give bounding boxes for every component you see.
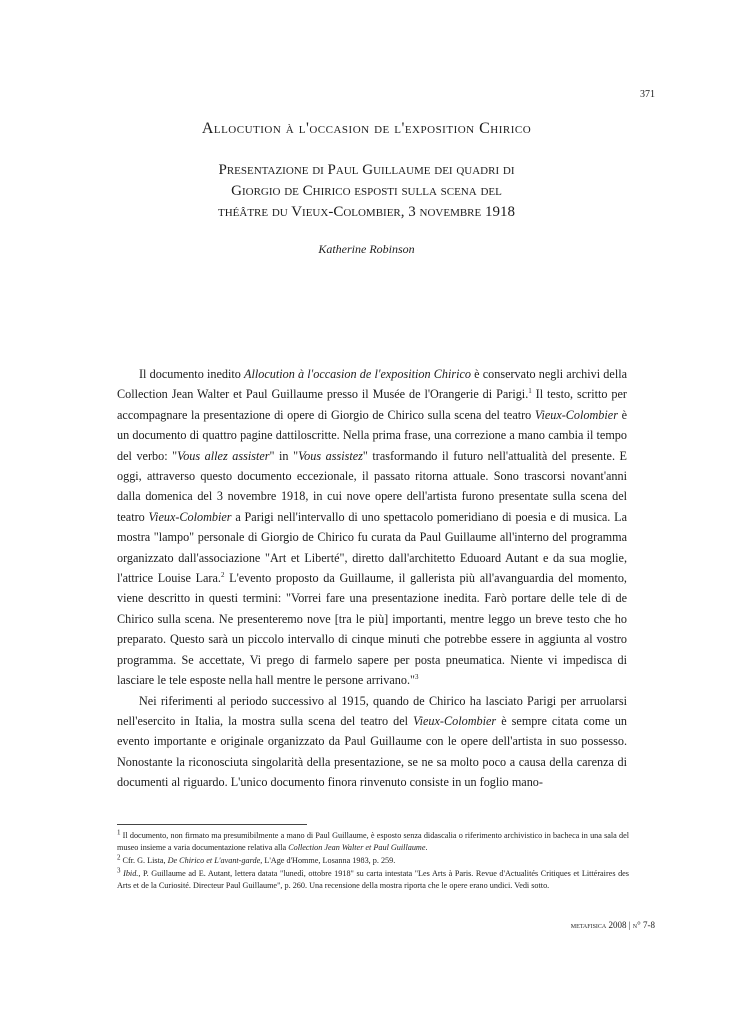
footnote-ref: 3: [415, 673, 419, 682]
body-paragraph: Nei riferimenti al periodo successivo al 1915, quando de Chirico ha lasciato Parigi per arruolarsi nell'esercito in Italia, la mostra sulla scena del teatro del Vieux-Colombier è sempre citata come un evento importante e originale organizzato da Paul Guillaume con le opere dell'artista in suo possesso. Nonostante la riconosciuta singolarità della presentazione, se ne sa molto poco a causa della carenza di documenti al riguardo. L'unico documento finora rinvenuto consiste in un foglio mano-: [117, 693, 628, 790]
footnote-divider: [117, 824, 307, 825]
footnotes: [117, 830, 629, 893]
body-paragraph: Il documento inedito Allocution à l'occasion de l'exposition Chirico è conservato negli archivi della Collection Jean Walter et Paul Guillaume presso il Musée de l'Orangerie di Parigi.$^1$ Il testo, scritto per accompagnare la presentazione di opere di Giorgio de Chirico sulla scena del teatro Vieux-Colombier è un documento di quattro pagine dattiloscritte. Nella prima frase, una correzione a mano cambia il tempo del verbo: "Vous allez assister" in "Vous assistez" trasformando il futuro nell'attualità del presente. E oggi, attraverso questo documento eccezionale, il passato ritorna attuale. Sono trascorsi novant'anni dalla domenica del 3 novembre 1918, in cui nove opere dell'artista furono presentate sulla scena del teatro Vieux-Colombier a Parigi nell'intervallo di uno spettacolo pomeridiano di poesia e di musica. La mostra "lampo" personale di Giorgio de Chirico fu curata da Paul Guillaume all'interno del programma organizzato dall'associazione "Art et Liberté", diretto dall'architetto Eduoard Autant e da sua moglie, l'attrice Louise Lara.$^2$ L'evento proposto da Guillaume, il gallerista più all'avanguardia del momento, viene descritto in questi termini: "Vorrei fare una presentazione inedita. Farò portare delle tele di de Chirico sulla scena. Ne presenteremo nove [tra le più] importanti, mentre leggo un breve testo che ho preparato. Questo sarà un piccolo intervallo di cinque minuti che potrebbe essere in aggiunta al vostro programma. Se accettate, Vi prego di farmelo sapere per posta pneumatica. Niente vi impedisca di lasciare le tele esposte nella hall mentre le persone arrivano."$^3$: [117, 367, 627, 688]
subtitle-line: Giorgio de Chirico esposti sulla scena del: [231, 183, 502, 199]
footnote-3: $^3$ Ibid., P. Guillaume ad E. Autant, lettera datata "lunedì, ottobre 1918" su carta intestata "Les Arts à Paris. Revue d'Actualités Critiques et Littéraires des Arts et de la Curiosité. Directeur Paul Guillaume", p. 260. Una recensione della mostra riporta che le opere erano undici. Vedi sotto.: [117, 866, 629, 890]
footnote-2: $^2$ Cfr. G. Lista, De Chirico et L'avant-garde, L'Age d'Homme, Losanna 1983, p. 259.: [117, 853, 396, 865]
article-subtitle: [0, 160, 733, 223]
subtitle-line: Presentazione di Paul Guillaume dei quadri di: [218, 162, 515, 178]
running-footer: metafisica 2008 | n° 7-8: [570, 920, 655, 930]
footnote-ref: 2: [220, 571, 225, 579]
author-name: Katherine Robinson: [318, 242, 415, 256]
page-number: 371: [640, 89, 655, 100]
article-title: Allocution à l'occasion de l'exposition Chirico: [201, 120, 532, 137]
footnote-ref: 1: [528, 387, 532, 396]
article-body: [117, 364, 627, 793]
subtitle-line: théâtre du Vieux-Colombier, 3 novembre 1918: [218, 204, 515, 220]
footnote-1: $^1$ Il documento, non firmato ma presumibilmente a mano di Paul Guillaume, è esposto senza didascalia o riferimento archivistico in bacheca in una sala del museo insieme a varia documentazione relativa alla Collection Jean Walter et Paul Guillaume.: [117, 828, 629, 852]
